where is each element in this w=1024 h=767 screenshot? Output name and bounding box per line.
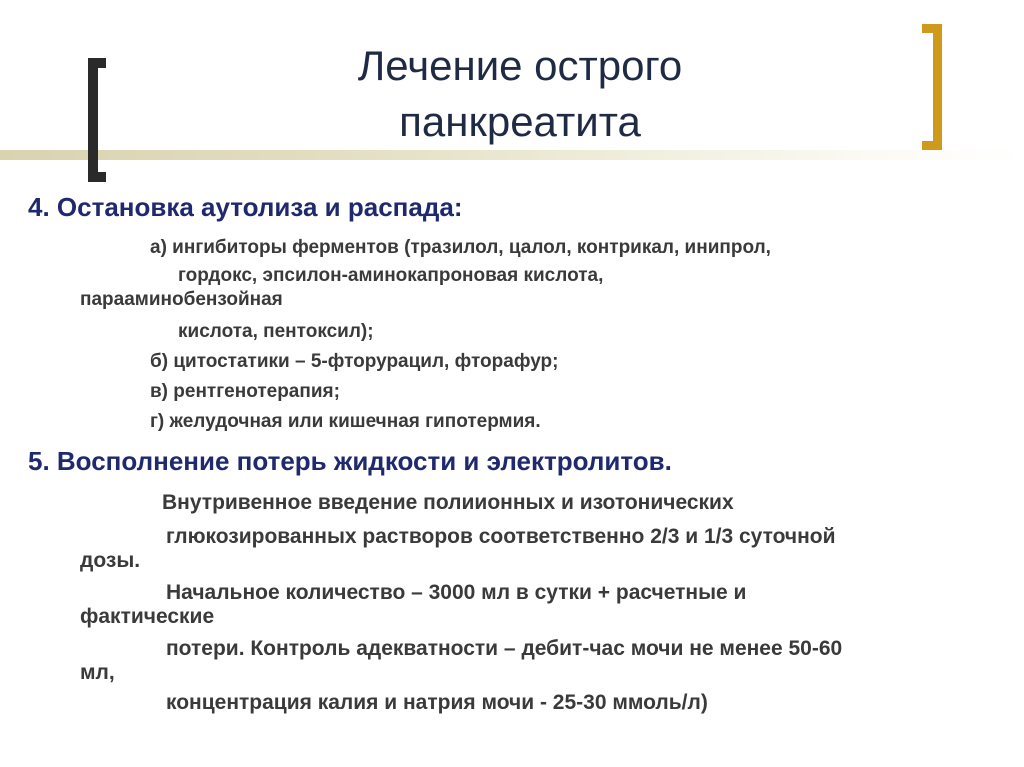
section-5-heading: 5. Восполнение потерь жидкости и электролитов. [28,446,672,476]
section-5-line-2: глюкозированных растворов соответственно 2/3 и 1/3 суточной [166,525,836,548]
section-4-heading: 4. Остановка аутолиза и распада: [28,192,463,222]
section-4-line-c: в) рентгенотерапия; [150,381,340,402]
section-5-line-4: Начальное количество – 3000 мл в сутки + расчетные и [166,581,747,604]
section-5-line-6: потери. Контроль адекватности – дебит-час мочи не менее 50-60 [166,637,843,660]
section-4-line-b: б) цитостатики – 5-фторурацил, фторафур; [150,351,559,372]
title-line-2: панкреатита [399,98,641,145]
section-4-line-a: а) ингибиторы ферментов (тразилол, цалол, контрикал, инипрол, [150,237,771,258]
section-5-line-5: фактические [80,605,215,628]
title-line-1: Лечение острого [357,42,683,89]
section-4-line-a-cont: гордокс, эпсилон-аминокапроновая кислота, [178,265,604,286]
section-5-line-1: Внутривенное введение полиионных и изотонических [162,491,734,514]
section-4-line-d: г) желудочная или кишечная гипотермия. [150,411,541,432]
section-4-line-a-wrap: парааминобензойная [80,289,283,310]
section-4-line-a-end: кислота, пентоксил); [178,321,374,342]
section-5-line-8: концентрация калия и натрия мочи - 25-30 ммоль/л) [166,691,708,714]
section-5-line-3: дозы. [80,549,141,572]
section-5-line-7: мл, [80,661,115,684]
